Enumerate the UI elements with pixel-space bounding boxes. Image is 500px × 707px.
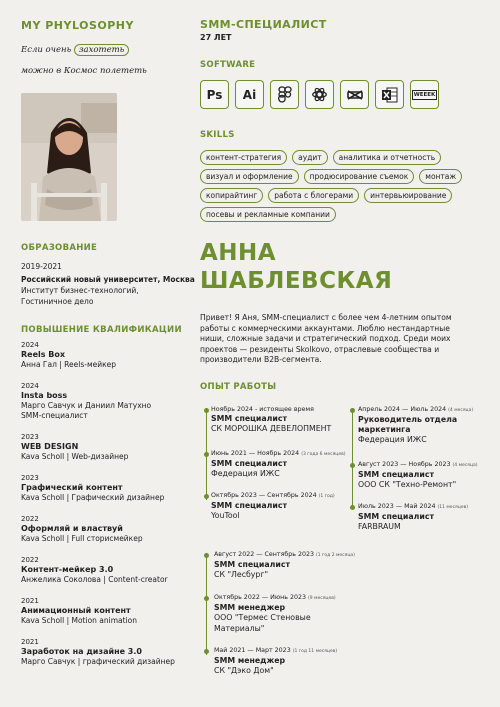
job-dates	[214, 593, 364, 603]
skill-chip: посевы и рекламные компании	[200, 207, 336, 222]
skill-chip: продюсирование съемок	[304, 169, 415, 184]
qualification-course: Заработок на дизайне 3.0	[21, 647, 142, 656]
job-role: SMM специалист	[211, 459, 287, 468]
qualification-item	[21, 432, 196, 462]
job-date: Август 2022 — Сентябрь 2023	[214, 551, 314, 558]
skill-chip: аналитика и отчетность	[333, 150, 442, 165]
timeline-dot	[204, 649, 209, 654]
job-role: Руководитель отдела маркетинга	[358, 415, 458, 434]
timeline-dot	[204, 408, 209, 413]
job-entry	[211, 449, 361, 480]
skill-chip: монтаж	[419, 169, 462, 184]
qualification-author: Марго Савчук и Даниил Матухно SMM-специалист	[21, 401, 152, 420]
timeline-dot	[204, 553, 209, 558]
qualification-author: Анна Гал | Reels-мейкер	[21, 360, 117, 369]
job-role: SMM менеджер	[214, 656, 286, 665]
job-date: Октябрь 2022 — Июнь 2023	[214, 594, 306, 601]
job-entry	[358, 460, 493, 491]
qualification-course: Контент-мейкер 3.0	[21, 565, 114, 574]
job-role: SMM специалист	[358, 512, 434, 521]
education-faculty-1: Институт бизнес-технологий,	[21, 286, 139, 295]
education-university: Российский новый университет, Москва	[21, 275, 195, 284]
qualification-course: Reels Box	[21, 350, 66, 359]
job-company: FARBRAUM	[358, 522, 401, 531]
qualification-course: Графический контент	[21, 483, 123, 492]
qualification-course: Анимационный контент	[21, 606, 131, 615]
qualification-year: 2021	[21, 638, 39, 646]
job-duration: (4 месяца)	[452, 463, 478, 468]
job-role: SMM менеджер	[214, 603, 286, 612]
timeline-dot	[350, 505, 355, 510]
skill-chip: интервьюирование	[364, 188, 452, 203]
qualification-item	[21, 514, 196, 544]
timeline-dot	[204, 596, 209, 601]
job-date: Май 2021 — Март 2023	[214, 647, 291, 654]
job-dates	[211, 405, 361, 414]
job-dates	[214, 646, 364, 656]
skill-chip: копирайтинг	[200, 188, 263, 203]
experience-title: ОПЫТ РАБОТЫ	[200, 382, 277, 392]
philosophy-line-1-text: Если очень	[21, 45, 72, 55]
job-duration: (1 год 11 месяцев)	[292, 649, 338, 654]
qualification-author: Анжелика Соколова | Content-creator	[21, 575, 168, 584]
skill-chip: визуал и оформление	[200, 169, 299, 184]
job-date: Апрель 2024 — Июль 2024	[358, 406, 447, 413]
last-name: ШАБЛЕВСКАЯ	[200, 268, 393, 294]
about-text: Привет! Я Аня, SMM-специалист с более чем 4-летним опытом работы с коммерческими аккаунтами. Люблю нестандартные ниши, сложные задачи и стратегический подход. Среди моих проектов — резиденты Skolkovo, отраслевые сообщества и производители B2B-сегмента.	[200, 313, 452, 365]
qualification-course: Оформляй и властвуй	[21, 524, 123, 533]
job-date: Июнь 2021 — Ноябрь 2024	[211, 450, 300, 457]
skill-chip: аудит	[292, 150, 327, 165]
job-entry	[214, 646, 364, 677]
job-entry	[358, 502, 493, 533]
qualification-author: Марго Савчук | графический дизайнер	[21, 657, 175, 666]
skills-title: SKILLS	[200, 130, 235, 140]
age: 27 ЛЕТ	[200, 33, 232, 42]
job-company: YouTool	[211, 511, 240, 520]
job-duration: (4 месяца)	[448, 408, 474, 413]
timeline-dot	[204, 452, 209, 457]
full-name	[200, 239, 392, 295]
job-company: СК "Дэко Дом"	[214, 666, 274, 675]
job-date: Июль 2023 — Май 2024	[358, 503, 436, 510]
job-role: SMM специалист	[211, 414, 287, 423]
job-company: СК МОРОШКА ДЕВЕЛОПМЕНТ	[211, 424, 332, 433]
qualification-item	[21, 555, 196, 585]
job-role: SMM специалист	[211, 501, 287, 510]
photoshop-icon	[200, 80, 229, 109]
qualification-year: 2023	[21, 474, 39, 482]
illustrator-icon	[235, 80, 264, 109]
software-list	[200, 80, 439, 109]
capcut-icon	[340, 80, 369, 109]
skills-list	[200, 150, 465, 222]
qualification-year: 2024	[21, 341, 39, 349]
education-years: 2019-2021	[21, 262, 62, 271]
job-dates	[211, 491, 361, 501]
qualification-year: 2021	[21, 597, 39, 605]
job-title: SMM-СПЕЦИАЛИСТ	[200, 18, 327, 31]
education-title: ОБРАЗОВАНИЕ	[21, 243, 98, 253]
qualification-item	[21, 340, 196, 370]
education-block	[21, 261, 195, 307]
software-title: SOFTWARE	[200, 60, 256, 70]
qualification-year: 2024	[21, 382, 39, 390]
job-dates	[211, 449, 361, 459]
job-entry	[211, 491, 361, 522]
job-dates	[358, 405, 488, 415]
profile-photo	[21, 93, 117, 221]
skill-chip: контент-стратегия	[200, 150, 287, 165]
skill-chip: работа с блогерами	[268, 188, 359, 203]
job-duration: (11 месяцев)	[437, 505, 468, 510]
qualification-author: Kava Scholl | Web-дизайнер	[21, 452, 129, 461]
qualification-year: 2022	[21, 515, 39, 523]
excel-icon	[375, 80, 404, 109]
job-company: СК "Лесбург"	[214, 570, 269, 579]
timeline-dot	[350, 408, 355, 413]
job-company: Федерация ИЖС	[211, 469, 280, 478]
first-name: АННА	[200, 240, 277, 266]
job-dates	[358, 460, 493, 470]
qualification-item	[21, 637, 196, 667]
job-entry	[214, 550, 364, 581]
job-company: ООО "Термес Стеновые Материалы"	[214, 613, 311, 633]
qualification-list	[21, 340, 196, 678]
figma-icon	[270, 80, 299, 109]
qualification-author: Kava Scholl | Motion animation	[21, 616, 138, 625]
timeline-dot	[350, 463, 355, 468]
job-duration: (3 года 6 месяцев)	[301, 452, 346, 457]
qualification-course: Insta boss	[21, 391, 68, 400]
philosophy-line-1	[21, 45, 129, 55]
philosophy-highlight: захотеть	[74, 44, 129, 56]
qualification-author: Kava Scholl | Графический дизайнер	[21, 493, 165, 502]
job-date: Ноябрь 2024 - истоящее время	[211, 406, 314, 413]
philosophy-title: MY PHYLOSOPHY	[21, 19, 134, 32]
job-duration: (1 год)	[318, 494, 335, 499]
timeline-line	[206, 553, 207, 655]
job-entry	[358, 405, 488, 446]
timeline-dot	[204, 494, 209, 499]
job-duration: (9 месяцев)	[308, 596, 336, 601]
illustrator-label: Ai	[242, 87, 257, 102]
weeek-label: WEEEK	[413, 91, 436, 98]
job-role: SMM специалист	[358, 470, 434, 479]
job-dates	[358, 502, 493, 512]
job-role: SMM специалист	[214, 560, 290, 569]
job-duration: (1 год 2 месяца)	[316, 553, 355, 558]
qualification-item	[21, 596, 196, 626]
job-date: Октябрь 2023 — Сентябрь 2024	[211, 492, 317, 499]
education-faculty-2: Гостиничное дело	[21, 297, 94, 306]
qualification-author: Kava Scholl | Full сторисмейкер	[21, 534, 143, 543]
openai-icon	[305, 80, 334, 109]
job-dates	[214, 550, 364, 560]
qualification-title: ПОВЫШЕНИЕ КВАЛИФИКАЦИИ	[21, 325, 182, 335]
photoshop-label: Ps	[206, 87, 223, 102]
qualification-year: 2022	[21, 556, 39, 564]
weeek-icon	[410, 80, 439, 109]
philosophy-line-2: можно в Космос полететь	[21, 66, 147, 76]
qualification-year: 2023	[21, 433, 39, 441]
job-date: Август 2023 — Ноябрь 2023	[358, 461, 451, 468]
job-company: ООО СК "Техно-Ремонт"	[358, 480, 457, 489]
job-entry	[214, 593, 364, 634]
qualification-item	[21, 473, 196, 503]
job-company: Федерация ИЖС	[358, 435, 427, 444]
qualification-item	[21, 381, 196, 421]
job-entry	[211, 405, 361, 435]
qualification-course: WEB DESIGN	[21, 442, 79, 451]
